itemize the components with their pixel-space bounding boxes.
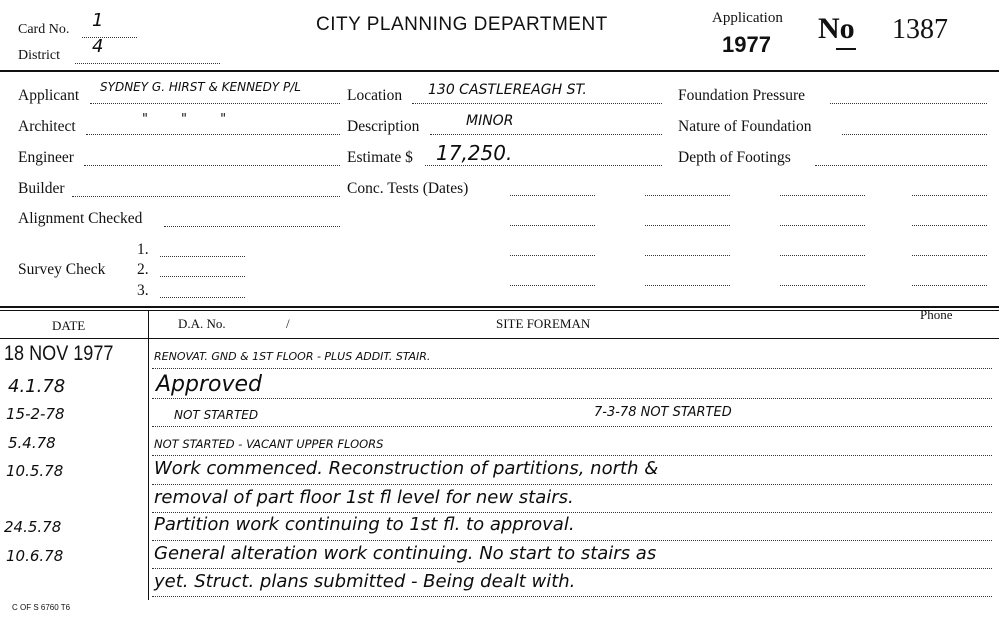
card-no-label: Card No. xyxy=(18,22,70,37)
log-date-3: 15-2-78 xyxy=(6,405,65,423)
builder-line xyxy=(72,196,340,197)
conc-line-1c xyxy=(780,195,865,196)
builder-label: Builder xyxy=(18,180,65,197)
depth-footings-line xyxy=(815,165,987,166)
log-line-9 xyxy=(152,596,992,597)
applicant-line xyxy=(90,103,340,104)
form-code: C OF S 6760 T6 xyxy=(12,603,71,612)
card-no-value: 1 xyxy=(92,10,104,31)
conc-line-4a xyxy=(510,285,595,286)
conc-line-2c xyxy=(780,225,865,226)
log-entry-3: NOT STARTED xyxy=(174,408,259,422)
log-date-5: 10.5.78 xyxy=(6,462,64,480)
architect-label: Architect xyxy=(18,118,76,135)
log-entry-7: Partition work continuing to 1st fl. to approval. xyxy=(154,514,575,535)
log-line-5 xyxy=(152,484,992,485)
survey-item-2: 2. xyxy=(137,261,149,278)
log-line-2 xyxy=(152,398,992,399)
alignment-line xyxy=(164,226,340,227)
log-line-7 xyxy=(152,540,992,541)
conc-line-4b xyxy=(645,285,730,286)
log-entry-2: Approved xyxy=(156,372,263,397)
da-slash: / xyxy=(286,316,290,331)
log-line-3 xyxy=(152,426,992,427)
district-label: District xyxy=(18,48,60,63)
log-date-8: 10.6.78 xyxy=(6,547,64,565)
description-value: MINOR xyxy=(466,113,514,129)
depth-footings-label: Depth of Footings xyxy=(678,149,791,166)
log-date-divider xyxy=(148,310,149,600)
application-year: 1977 xyxy=(722,32,771,57)
log-date-1: 18 NOV 1977 xyxy=(4,342,114,365)
log-entry-8: General alteration work continuing. No start to stairs as xyxy=(154,543,657,564)
log-entry-6: removal of part floor 1st fl level for new stairs. xyxy=(154,487,574,508)
log-entry-5: Work commenced. Reconstruction of partitions, north & xyxy=(154,458,659,479)
card-no-line xyxy=(82,37,137,38)
log-entry-4: NOT STARTED - VACANT UPPER FLOORS xyxy=(154,437,384,451)
district-line xyxy=(75,63,220,64)
log-top-rule-2 xyxy=(0,310,999,311)
application-label: Application xyxy=(712,10,783,26)
log-date-2: 4.1.78 xyxy=(8,376,66,397)
nature-foundation-label: Nature of Foundation xyxy=(678,118,812,135)
conc-line-3a xyxy=(510,255,595,256)
survey-line-1 xyxy=(160,256,245,257)
log-date-7: 24.5.78 xyxy=(4,518,62,536)
number-label: No xyxy=(818,12,855,46)
log-line-1 xyxy=(152,368,992,369)
department-title: CITY PLANNING DEPARTMENT xyxy=(316,14,608,35)
engineer-label: Engineer xyxy=(18,149,74,166)
foundation-pressure-label: Foundation Pressure xyxy=(678,87,806,104)
log-header-rule xyxy=(0,338,999,339)
log-entry-1: RENOVAT. GND & 1ST FLOOR - PLUS ADDIT. STAIR. xyxy=(154,350,431,363)
conc-line-1b xyxy=(645,195,730,196)
log-line-6 xyxy=(152,512,992,513)
estimate-value: 17,250. xyxy=(436,141,513,165)
nature-foundation-line xyxy=(842,134,987,135)
log-line-4 xyxy=(152,455,992,456)
conc-line-2a xyxy=(510,225,595,226)
survey-item-3: 3. xyxy=(137,282,149,299)
conc-line-2b xyxy=(645,225,730,226)
log-entry-3-extra: 7-3-78 NOT STARTED xyxy=(594,405,732,420)
conc-line-4c xyxy=(780,285,865,286)
date-header: DATE xyxy=(52,318,86,333)
conc-line-3b xyxy=(645,255,730,256)
location-line xyxy=(412,103,662,104)
survey-label: Survey Check xyxy=(18,261,106,278)
survey-line-3 xyxy=(160,297,245,298)
da-header: D.A. No. xyxy=(178,316,226,331)
estimate-label: Estimate $ xyxy=(347,149,413,166)
header-divider xyxy=(0,70,999,72)
survey-line-2 xyxy=(160,276,245,277)
architect-value: " " " xyxy=(142,112,227,127)
conc-line-4d xyxy=(912,285,987,286)
engineer-line xyxy=(84,165,340,166)
conc-line-3d xyxy=(912,255,987,256)
foreman-header: SITE FOREMAN xyxy=(496,316,591,331)
log-top-rule xyxy=(0,306,999,308)
survey-item-1: 1. xyxy=(137,241,149,258)
location-value: 130 CASTLEREAGH ST. xyxy=(428,82,587,98)
log-entry-9: yet. Struct. plans submitted - Being dealt with. xyxy=(154,571,576,592)
estimate-line xyxy=(425,165,662,166)
application-number: 1387 xyxy=(892,14,948,45)
architect-line xyxy=(86,134,340,135)
description-line xyxy=(430,134,662,135)
conc-line-1d xyxy=(912,195,987,196)
district-value: 4 xyxy=(92,36,104,57)
foundation-pressure-line xyxy=(830,103,987,104)
location-label: Location xyxy=(347,87,403,104)
phone-header: Phone xyxy=(920,307,953,322)
conc-tests-label: Conc. Tests (Dates) xyxy=(347,180,469,197)
log-line-8 xyxy=(152,568,992,569)
alignment-label: Alignment Checked xyxy=(18,210,143,227)
conc-line-1a xyxy=(510,195,595,196)
log-date-4: 5.4.78 xyxy=(8,434,56,452)
applicant-label: Applicant xyxy=(18,87,80,104)
applicant-value: SYDNEY G. HIRST & KENNEDY P/L xyxy=(100,80,301,94)
conc-line-2d xyxy=(912,225,987,226)
conc-line-3c xyxy=(780,255,865,256)
description-label: Description xyxy=(347,118,420,135)
